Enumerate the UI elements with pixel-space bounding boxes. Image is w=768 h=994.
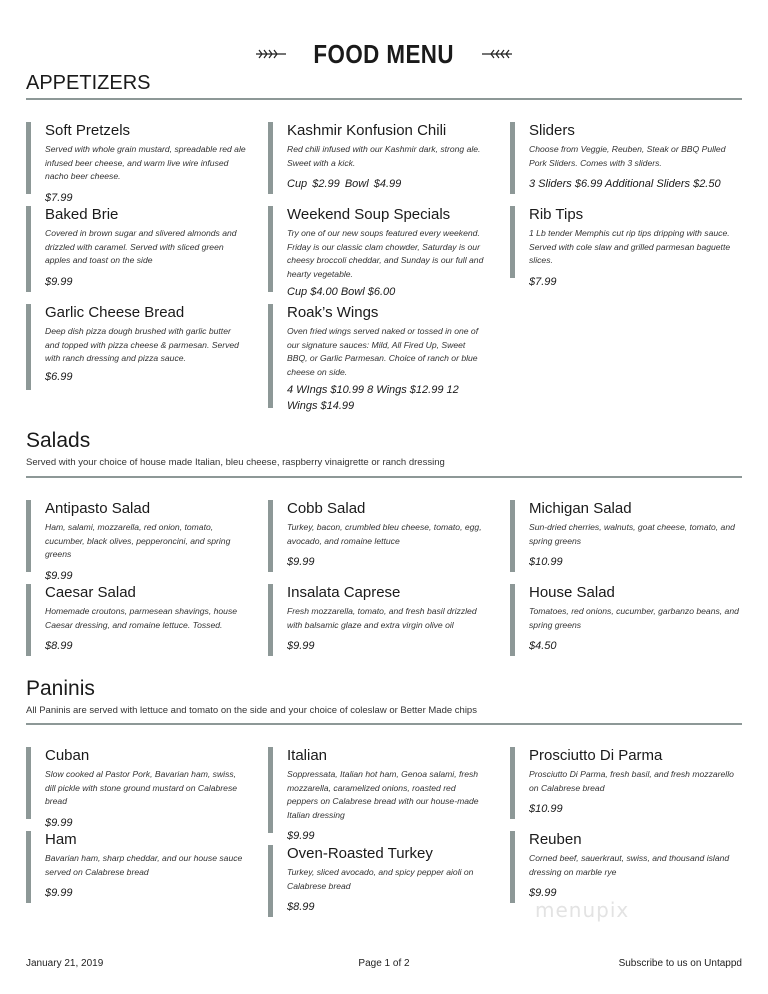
item-description: Deep dish pizza dough brushed with garlic butter and topped with pizza cheese & parmesan. Served with ranch dressing and pizza sauce. [45, 326, 239, 363]
item-name: House Salad [529, 584, 615, 601]
item-name: Caesar Salad [45, 584, 136, 601]
menu-item [268, 304, 488, 412]
item-name: Garlic Cheese Bread [45, 304, 185, 321]
item-price: $9.99 [287, 640, 315, 652]
footer-date: January 21, 2019 [26, 958, 104, 969]
page-title: FOOD MENU [313, 38, 455, 69]
section-divider [26, 98, 742, 100]
item-description: Soppressata, Italian hot ham, Genoa salami, fresh mozzarella, caramelized onions, roasted red peppers on Calabrese bread with our house-made Italian dressing [287, 769, 479, 820]
section-title: Salads [26, 429, 91, 452]
item-description: Red chili infused with our Kashmir dark, strong ale. Sweet with a kick. [287, 144, 481, 168]
menu-item [268, 845, 488, 917]
item-description: 1 Lb tender Memphis cut rip tips dripping with sauce. Served with cole slaw and grilled parmesan baguette slices. [529, 228, 731, 265]
section-title: APPETIZERS [26, 72, 151, 94]
item-description: Turkey, sliced avocado, and spicy pepper aioli on Calabrese bread [287, 867, 474, 891]
footer-subscribe-link[interactable]: Subscribe to us on Untappd [618, 958, 742, 969]
menu-item [26, 304, 246, 390]
menu-item [26, 747, 246, 829]
item-description: Tomatoes, red onions, cucumber, garbanzo beans, and spring greens [529, 606, 739, 630]
item-price: Cup $2.99 Bowl $4.99 [287, 178, 402, 190]
menu-item [510, 747, 742, 819]
item-price: $6.99 [45, 370, 73, 383]
item-description: Covered in brown sugar and slivered almonds and drizzled with caramel. Served with sliced green apples and toast on the side [45, 228, 237, 265]
item-price: $9.99 [287, 556, 315, 568]
item-price: $9.99 [529, 887, 557, 899]
item-description: Homemade croutons, parmesean shavings, house Caesar dressing, and romaine lettuce. Tossed. [45, 606, 238, 630]
item-description: Try one of our new soups featured every weekend. Friday is our classic clam chowder, Saturday is our cheesy broccoli cheddar, and Sunday is our full and hearty vegetable. [287, 228, 484, 279]
item-price: $10.99 [529, 803, 563, 815]
section-divider [26, 476, 742, 478]
item-price: Cup $4.00 Bowl $6.00 [287, 286, 396, 298]
item-description: Served with whole grain mustard, spreadable red ale infused beer cheese, and warm live wire infused nacho beer cheese. [45, 144, 246, 181]
item-description: Bavarian ham, sharp cheddar, and our house sauce served on Calabrese bread [45, 853, 243, 877]
watermark-logo: menupix [535, 898, 630, 922]
item-price: $7.99 [529, 275, 557, 288]
wheat-right-icon [480, 47, 514, 61]
item-name: Insalata Caprese [287, 584, 401, 601]
item-name: Weekend Soup Specials [287, 206, 451, 223]
item-price: $8.99 [45, 640, 73, 652]
item-description: Choose from Veggie, Reuben, Steak or BBQ Pulled Pork Sliders. Comes with 3 sliders. [529, 144, 726, 168]
item-price: $7.99 [45, 191, 73, 204]
item-name: Michigan Salad [529, 500, 632, 517]
menu-item [26, 500, 246, 582]
item-description: Turkey, bacon, crumbled bleu cheese, tomato, egg, avocado, and romaine lettuce [287, 522, 482, 546]
item-price: $10.99 [529, 556, 563, 568]
menu-item [510, 584, 742, 656]
item-description: Ham, salami, mozzarella, red onion, tomato, cucumber, black olives, pepperoncini, and spring greens [45, 522, 231, 559]
menu-item [510, 831, 742, 903]
item-description: Prosciutto Di Parma, fresh basil, and fresh mozzarello on Calabrese bread [529, 769, 734, 793]
item-name: Antipasto Salad [45, 500, 151, 517]
item-price: $9.99 [45, 887, 73, 899]
wheat-left-icon [254, 47, 288, 61]
menu-header [0, 36, 768, 72]
menu-item [268, 584, 488, 656]
item-name: Reuben [529, 831, 582, 848]
item-name: Roak’s Wings [287, 304, 379, 321]
item-price: $9.99 [45, 275, 73, 288]
footer-page-number: Page 1 of 2 [358, 958, 410, 969]
section-subtitle: All Paninis are served with lettuce and tomato on the side and your choice of coleslaw or Better Made chips [26, 705, 477, 716]
item-description: Slow cooked al Pastor Pork, Bavarian ham, swiss, dill pickle with stone ground mustard on Calabrese bread [45, 769, 238, 806]
item-name: Cobb Salad [287, 500, 366, 517]
salads-section [26, 428, 742, 468]
item-name: Cuban [45, 747, 90, 764]
menu-item [268, 122, 488, 194]
menu-item [26, 831, 246, 903]
item-name: Sliders [529, 122, 575, 139]
item-name: Oven-Roasted Turkey [287, 845, 433, 862]
item-name: Baked Brie [45, 206, 119, 223]
menu-item [268, 747, 488, 842]
section-subtitle: Served with your choice of house made Italian, bleu cheese, raspberry vinaigrette or ranch dressing [26, 457, 445, 468]
item-description: Corned beef, sauerkraut, swiss, and thousand island dressing on marble rye [529, 853, 730, 877]
item-price: $8.99 [287, 901, 315, 913]
paninis-section [26, 676, 742, 716]
item-name: Kashmir Konfusion Chili [287, 122, 447, 139]
section-divider [26, 723, 742, 725]
appetizers-section [26, 70, 742, 96]
item-price: $4.50 [529, 640, 557, 652]
menu-item [26, 584, 246, 656]
section-title: Paninis [26, 677, 95, 700]
menu-item [26, 206, 246, 292]
menu-item [26, 122, 246, 204]
item-name: Italian [287, 747, 328, 764]
item-price: $9.99 [45, 816, 73, 829]
item-price: 4 WIngs $10.99 8 Wings $12.99 12 Wings $14.99 [287, 384, 459, 412]
menu-item [510, 500, 742, 572]
item-price: 3 Sliders $6.99 Additional Sliders $2.50 [529, 178, 721, 190]
item-price: $9.99 [287, 830, 315, 842]
item-name: Soft Pretzels [45, 122, 131, 139]
menu-item [510, 206, 742, 288]
item-description: Oven fried wings served naked or tossed in one of our signature sauces: Mild, All Fired Up, Sweet BBQ, or Garlic Parmesan. Choice of ranch or blue cheese on side. [287, 326, 479, 377]
item-description: Fresh mozzarella, tomato, and fresh basil drizzled with balsamic glaze and extra virgin olive oil [287, 606, 477, 630]
menu-item [268, 206, 488, 298]
item-name: Ham [45, 831, 77, 848]
item-name: Rib Tips [529, 206, 584, 223]
menu-item [510, 122, 742, 194]
item-price: $9.99 [45, 569, 73, 582]
item-description: Sun-dried cherries, walnuts, goat cheese, tomato, and spring greens [529, 522, 735, 546]
menu-item [268, 500, 488, 572]
item-name: Prosciutto Di Parma [529, 747, 663, 764]
